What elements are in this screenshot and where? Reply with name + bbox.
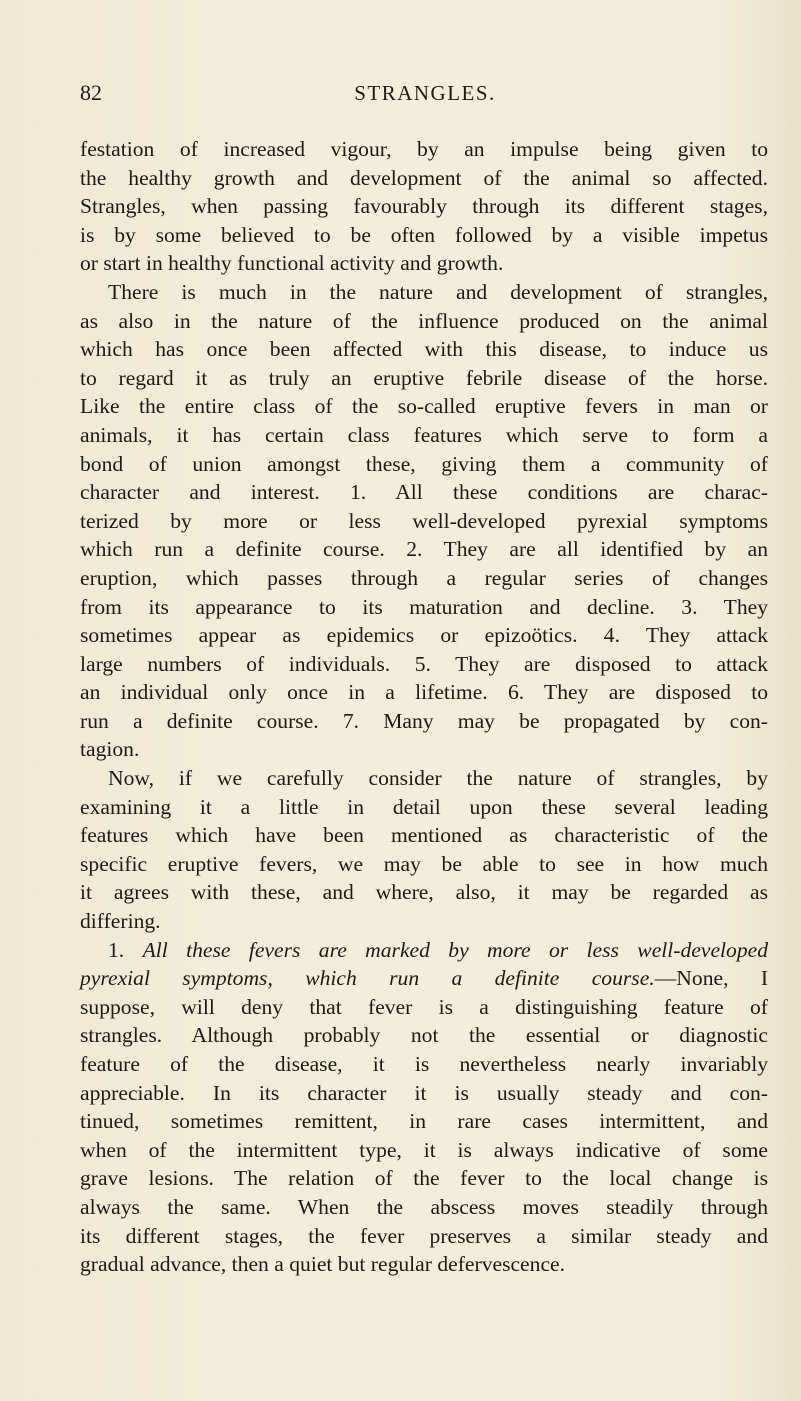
text-line: is by some believed to be often followed by a visible impetus: [80, 222, 768, 247]
running-title: STRANGLES.: [354, 81, 496, 105]
text-line: feature of the disease, it is nevertheless nearly invariably: [80, 1052, 768, 1076]
text-line: animals, it has certain class features which serve to form a: [80, 422, 768, 447]
text-line: from its appearance to its maturation and decline. 3. They: [80, 594, 768, 619]
text-line: which has once been affected with this disease, to induce us: [80, 337, 768, 362]
text-line: appreciable. In its character it is usually steady and con-: [80, 1080, 768, 1105]
text-line: differing.: [80, 909, 161, 934]
section-heading-line: [80, 936, 768, 965]
section-heading-tail: —None, I: [654, 966, 769, 991]
section-heading-italic: pyrexial symptoms, which run a definite course.: [80, 966, 655, 991]
text-line: terized by more or less well-developed pyrexial symptoms: [80, 508, 768, 533]
body-text: [80, 135, 768, 1279]
text-line: gradual advance, then a quiet but regular defervescence.: [80, 1252, 566, 1277]
text-line: its different stages, the fever preserves a similar steady and: [80, 1223, 768, 1248]
text-line: examining it a little in detail upon these several leading: [80, 794, 768, 819]
text-line: always the same. When the abscess moves steadily through: [80, 1194, 768, 1219]
text-line: large numbers of individuals. 5. They are disposed to attack: [80, 651, 768, 676]
text-line: the healthy growth and development of the animal so affected.: [80, 165, 768, 190]
section-heading-line: [80, 964, 768, 993]
text-line: strangles. Although probably not the essential or diagnostic: [80, 1023, 768, 1048]
text-line: suppose, will deny that fever is a distinguishing feature of: [80, 994, 768, 1019]
text-line: sometimes appear as epidemics or epizoötics. 4. They attack: [80, 623, 768, 648]
text-line: when of the intermittent type, it is always indicative of some: [80, 1137, 768, 1162]
text-line: grave lesions. The relation of the fever to the local change is: [80, 1166, 768, 1191]
section-heading-italic: All these fevers are marked by more or less well-developed: [142, 937, 769, 962]
text-line: an individual only once in a lifetime. 6. They are disposed to: [80, 680, 768, 705]
text-line: as also in the nature of the influence produced on the animal: [80, 308, 768, 333]
text-line: or start in healthy functional activity and growth.: [80, 251, 504, 276]
text-line: which run a definite course. 2. They are all identified by an: [80, 537, 768, 562]
text-line: bond of union amongst these, giving them a community of: [80, 451, 768, 476]
text-line: tagion.: [80, 737, 140, 762]
text-line: Strangles, when passing favourably through its different stages,: [80, 194, 768, 219]
text-line: character and interest. 1. All these conditions are charac-: [80, 480, 768, 505]
text-line: specific eruptive fevers, we may be able to see in how much: [80, 851, 768, 876]
text-line: it agrees with these, and where, also, it may be regarded as: [80, 880, 768, 905]
paragraph-start-line: Now, if we carefully consider the nature of strangles, by: [108, 766, 768, 791]
page-number: 82: [80, 80, 102, 105]
text-line: to regard it as truly an eruptive febrile disease of the horse.: [80, 365, 768, 390]
running-head: [80, 78, 770, 108]
text-line: tinued, sometimes remittent, in rare cases intermittent, and: [80, 1109, 768, 1134]
section-number: 1.: [108, 937, 143, 962]
paragraph-start-line: There is much in the nature and development of strangles,: [108, 279, 768, 304]
text-line: features which have been mentioned as characteristic of the: [80, 823, 768, 848]
text-line: Like the entire class of the so-called eruptive fevers in man or: [80, 394, 768, 419]
text-line: festation of increased vigour, by an impulse being given to: [80, 137, 768, 161]
text-line: run a definite course. 7. Many may be propagated by con-: [80, 708, 768, 733]
text-line: eruption, which passes through a regular series of changes: [80, 565, 768, 590]
